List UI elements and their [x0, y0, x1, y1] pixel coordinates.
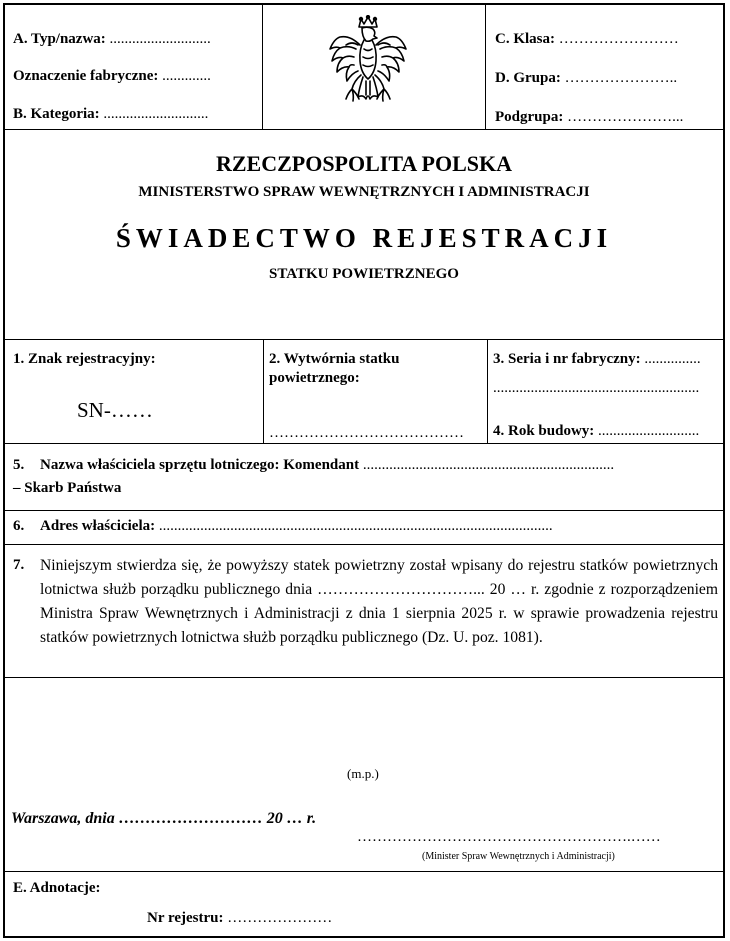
oznaczenie-dots: ............. — [162, 68, 211, 84]
owner-field — [13, 457, 614, 474]
klasa-label: C. Klasa: — [495, 31, 555, 47]
divider-title — [5, 339, 723, 340]
signer-caption: (Minister Spraw Wewnętrznych i Administracji) — [422, 851, 615, 862]
wytwornia-label-2: powietrznego: — [269, 370, 360, 386]
seria-label: 3. Seria i nr fabryczny: — [493, 351, 641, 367]
znak-label: 1. Znak rejestracyjny: — [13, 351, 156, 367]
certificate-frame — [3, 3, 725, 938]
fields-vline-right — [487, 339, 488, 443]
annotations-label: E. Adnotacje: — [13, 880, 101, 896]
ministry-heading: MINISTERSTWO SPRAW WEWNĘTRZNYCH I ADMINISTRACJI — [138, 184, 590, 200]
divider-statement — [5, 677, 723, 678]
kategoria-label: B. Kategoria: — [13, 106, 100, 122]
stamp-placeholder: (m.p.) — [347, 766, 379, 781]
podgrupa-field — [495, 109, 683, 126]
owner-line2: – Skarb Państwa — [13, 480, 122, 496]
oznaczenie-label: Oznaczenie fabryczne: — [13, 68, 159, 84]
register-number-label: Nr rejestru: — [147, 910, 224, 926]
seria-field — [493, 351, 701, 368]
klasa-field — [495, 31, 679, 48]
polish-eagle-emblem-icon — [326, 15, 410, 119]
wytwornia-label: 2. Wytwórnia statku — [269, 351, 400, 367]
header-vline-right — [485, 5, 486, 129]
typ-label: A. Typ/nazwa: — [13, 31, 106, 47]
podgrupa-label: Podgrupa: — [495, 109, 564, 125]
address-label: Adres właściciela: — [40, 518, 156, 534]
kategoria-dots: ............................ — [103, 106, 209, 122]
place-date: Warszawa, dnia ……………………… 20 … r. — [11, 810, 317, 827]
grupa-field — [495, 70, 677, 87]
register-number-field — [147, 910, 332, 927]
rok-field — [493, 423, 699, 440]
podgrupa-dots: …………………... — [567, 109, 684, 125]
rok-label: 4. Rok budowy: — [493, 423, 595, 439]
address-field — [13, 518, 553, 535]
kategoria-field — [13, 106, 208, 123]
divider-address — [5, 544, 723, 545]
grupa-dots: ………………….. — [564, 70, 678, 86]
divider-fields — [5, 443, 723, 444]
document-subtitle: STATKU POWIETRZNEGO — [269, 266, 459, 282]
wytwornia-dots: ………………………………… — [269, 425, 464, 441]
rok-dots: ........................... — [598, 423, 700, 439]
klasa-dots: …………………… — [558, 31, 679, 47]
grupa-label: D. Grupa: — [495, 70, 561, 86]
owner-dots: ................................................................... — [362, 457, 615, 473]
typ-field — [13, 31, 211, 48]
document-title: ŚWIADECTWO REJESTRACJI — [115, 223, 613, 253]
oznaczenie-field — [13, 68, 211, 85]
address-num: 6. — [13, 518, 25, 534]
owner-label: Nazwa właściciela sprzętu lotniczego: Komendant — [40, 457, 360, 473]
statement-text: Niniejszym stwierdza się, że powyższy statek powietrzny został wpisany do rejestru statków powietrznych lotnictwa służb porządku publicznego dnia …………………………... 20 … r. zgodnie z rozporządzeniem Ministra Spraw Wewnętrznych i Administracji z dnia 1 sierpnia 2025 r. w sprawie prowadzenia rejestru statków powietrznych lotnictwa służb porządku publicznego (Dz. U. poz. 1081). — [40, 557, 718, 646]
signature-line: ……………………………………………….…… — [357, 829, 661, 845]
address-dots: ......................................................................................................... — [158, 518, 553, 534]
znak-value: SN-…… — [77, 398, 153, 422]
register-number-dots: ………………… — [227, 910, 333, 926]
divider-header — [5, 129, 723, 130]
divider-owner — [5, 510, 723, 511]
seria-dots: ............... — [644, 351, 701, 367]
statement-num: 7. — [13, 557, 25, 573]
seria-dots-line2: ....................................................... — [493, 380, 700, 396]
country-heading: RZECZPOSPOLITA POLSKA — [215, 151, 513, 176]
typ-dots: ........................... — [109, 31, 211, 47]
header-vline-left — [262, 5, 263, 129]
owner-num: 5. — [13, 457, 25, 473]
fields-vline-left — [263, 339, 264, 443]
divider-signature — [5, 871, 723, 872]
